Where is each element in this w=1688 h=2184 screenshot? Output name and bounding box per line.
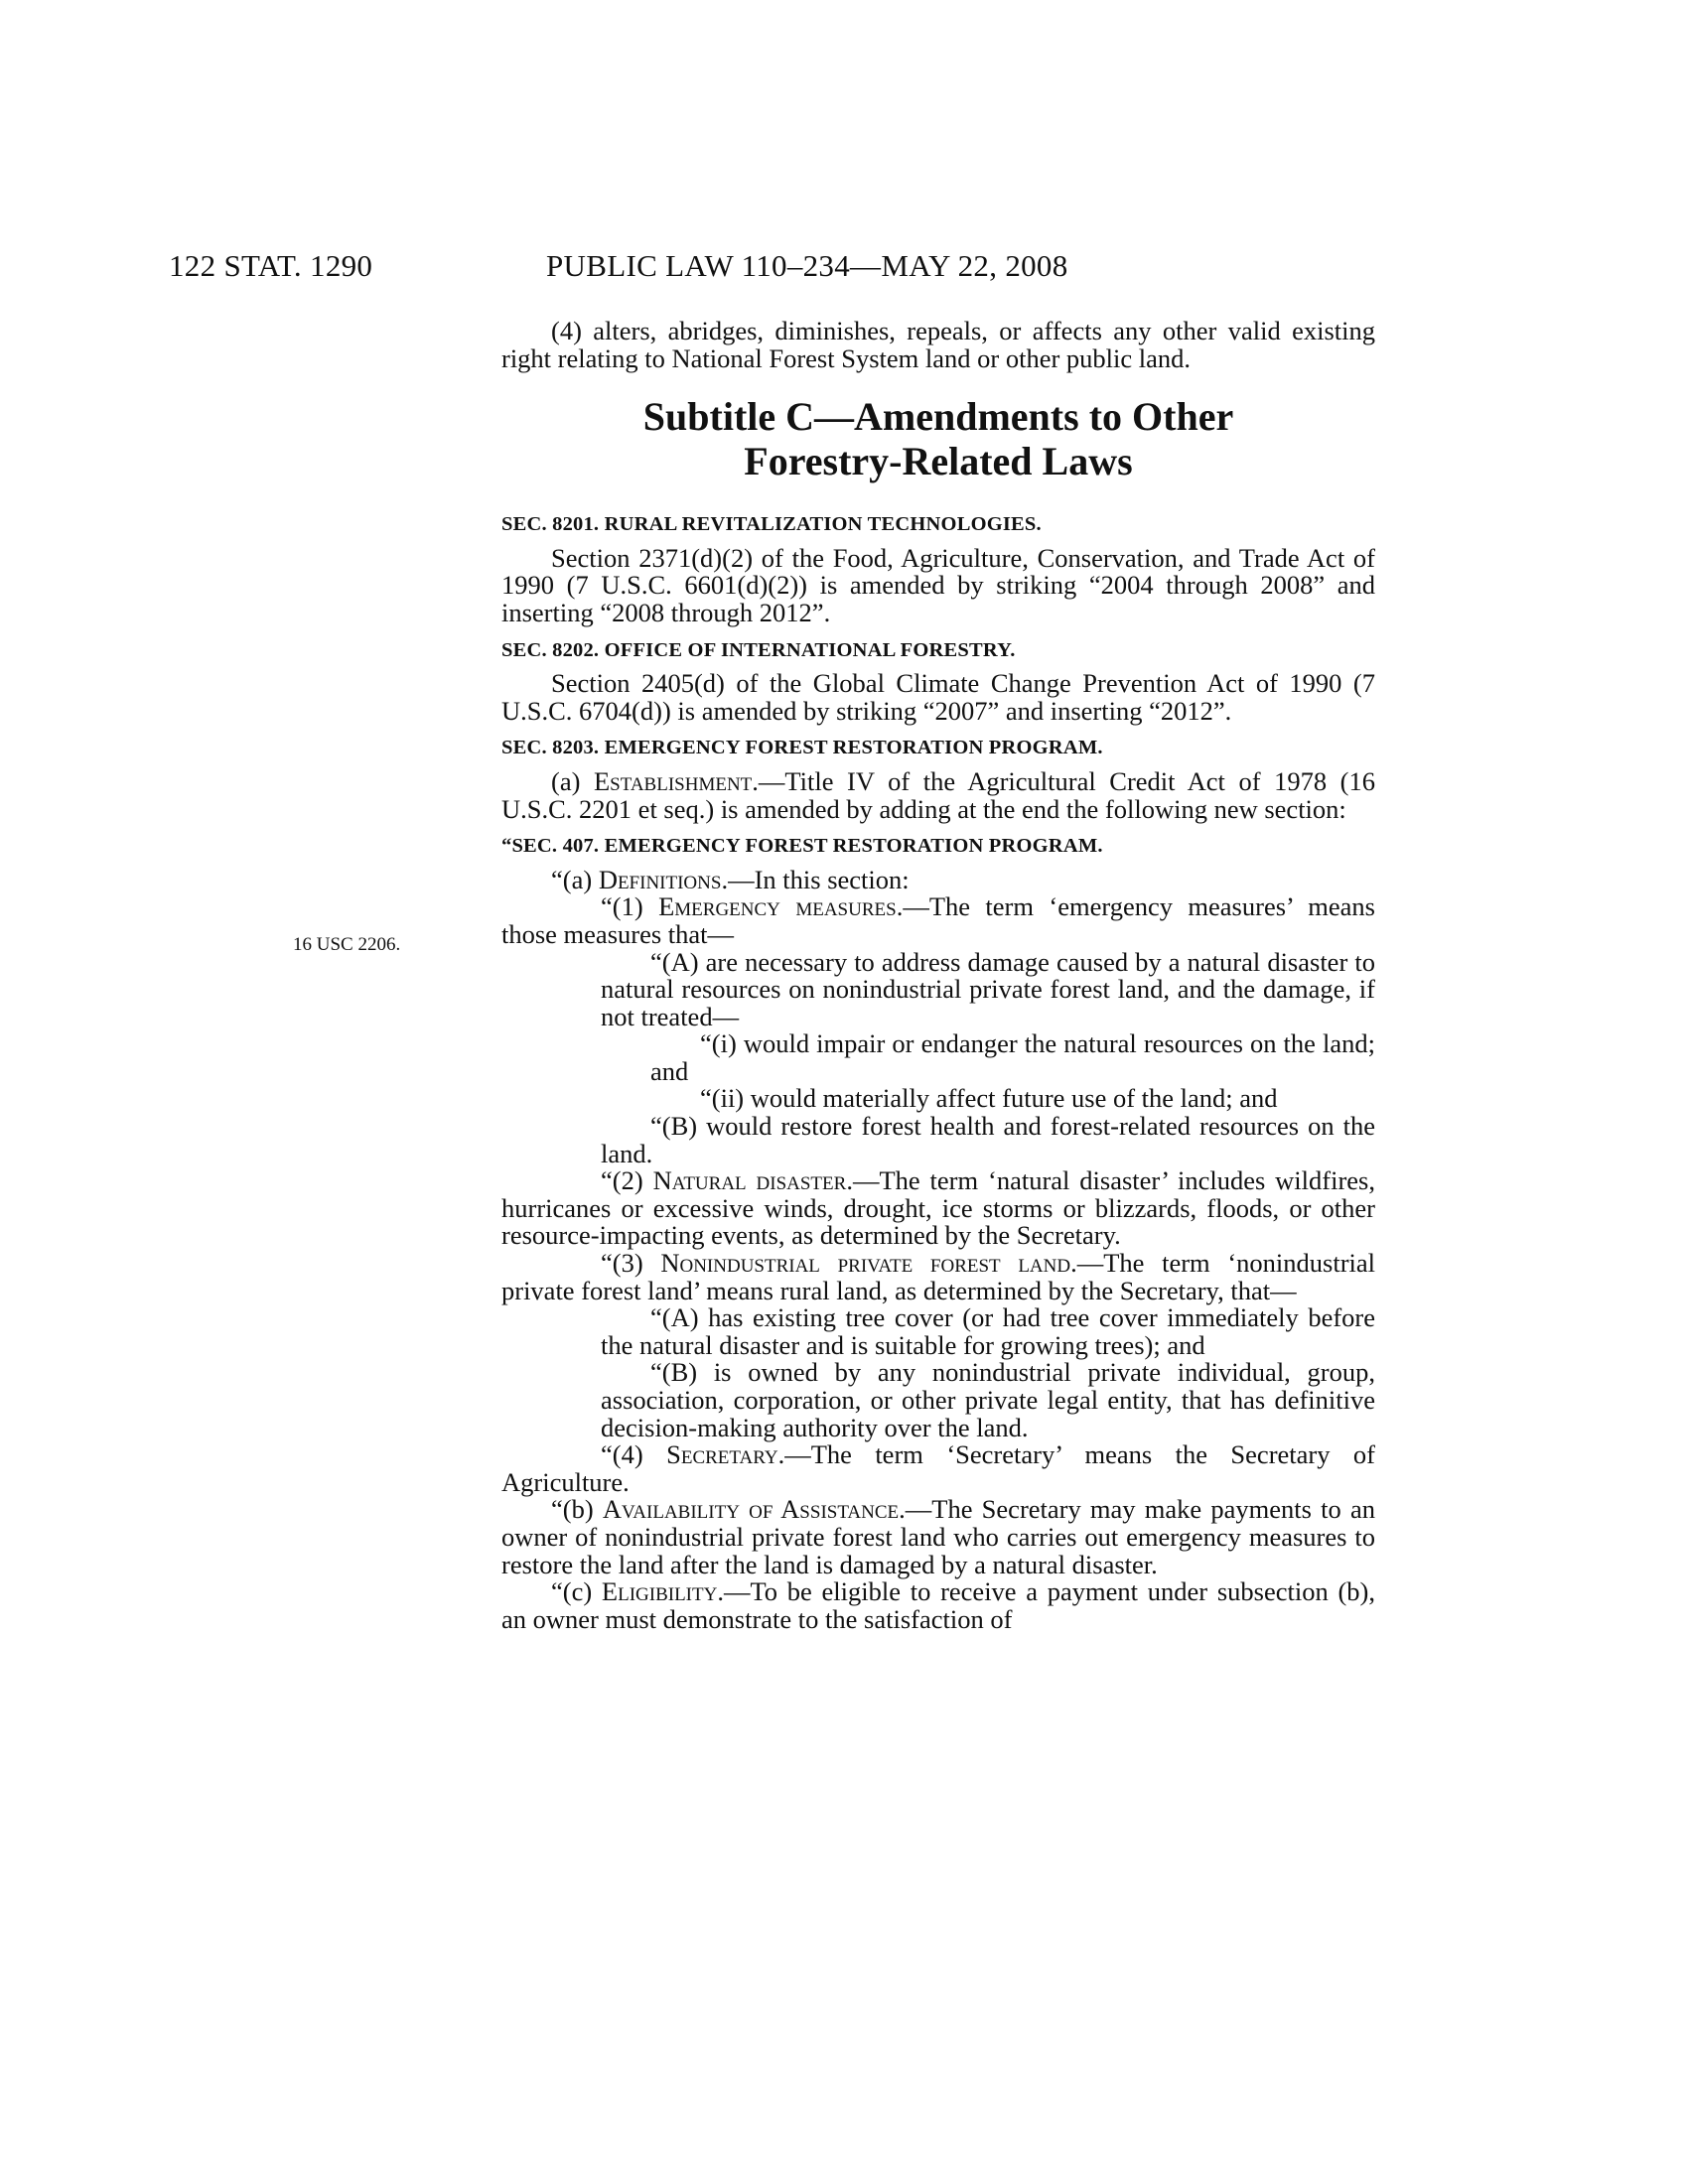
para-term: Emergency measures [658, 891, 897, 922]
para-term: Definitions [598, 864, 722, 894]
subsection-c [501, 1578, 1375, 1633]
para-term: Establishment [593, 765, 753, 796]
section-8201-text: Section 2371(d)(2) of the Food, Agriculture, Conservation, and Trade Act of 1990 (7 U.S.C. 6601(d)(2)) is amended by striking “2004 through 2008” and inserting “2008 through 2012”. [501, 542, 1375, 627]
para-text: .—The term ‘nonindustrial private forest land’ means rural land, as determined by the Secretary, that— [501, 1248, 1376, 1305]
definition-2 [501, 1167, 1375, 1250]
para-text: .—In this section: [721, 864, 910, 894]
para-text: .—Title IV of the Agricultural Credit Act of 1978 (16 U.S.C. 2201 et seq.) is amended by adding at the end the following new section: [501, 765, 1375, 824]
section-8203-heading: SEC. 8203. EMERGENCY FOREST RESTORATION PROGRAM. [501, 737, 1103, 759]
para-term: Natural disaster [652, 1165, 847, 1196]
para-term: Eligibility [601, 1576, 718, 1607]
para-text: .—The Secretary may make payments to an owner of nonindustrial private forest land who carries out emergency measures to restore the land after the land is damaged by a natural disaster. [501, 1494, 1375, 1579]
subsection-a [501, 864, 1375, 894]
para-text: .—The term ‘Secretary’ means the Secretary of Agriculture. [501, 1439, 1375, 1497]
definition-1-A-i: “(i) would impair or endanger the natural resources on the land; and [650, 1028, 1375, 1086]
paragraph-intro: (4) alters, abridges, diminishes, repeals, or affects any other valid existing right relating to National Forest System land or other public land. [501, 316, 1375, 373]
para-prefix: “(3) [601, 1248, 661, 1279]
para-prefix: “(c) [551, 1576, 602, 1607]
section-8202-text: Section 2405(d) of the Global Climate Change Prevention Act of 1990 (7 U.S.C. 6704(d)) is amended by striking “2007” and inserting “2012”. [501, 668, 1375, 726]
section-8203-a [501, 765, 1375, 824]
para-term: Secretary [666, 1439, 778, 1470]
definition-3-A: “(A) has existing tree cover (or had tree cover immediately before the natural disaster and is suitable for growing trees); and [601, 1302, 1375, 1360]
definition-1-A: “(A) are necessary to address damage caused by a natural disaster to natural resources on nonindustrial private forest land, and the damage, if not treated— [601, 946, 1375, 1031]
definition-1-B: “(B) would restore forest health and forest-related resources on the land. [601, 1111, 1375, 1168]
subtitle-line-2: Forestry-Related Laws [744, 439, 1133, 484]
para-text: .—To be eligible to receive a payment under subsection (b), an owner must demonstrate to the satisfaction of [501, 1576, 1375, 1634]
definition-1-A-ii: “(ii) would materially affect future use of the land; and [700, 1083, 1278, 1114]
para-term: Availability of Assistance [602, 1494, 900, 1525]
para-prefix: “(2) [601, 1165, 653, 1196]
para-prefix: “(a) [551, 864, 599, 894]
subtitle-heading [501, 394, 1375, 483]
section-407-heading: “SEC. 407. EMERGENCY FOREST RESTORATION PROGRAM. [501, 835, 1103, 858]
definition-1 [501, 893, 1375, 948]
definition-3-B: “(B) is owned by any nonindustrial private individual, group, association, corporation, or other private legal entity, that has definitive decision-making authority over the land. [601, 1357, 1375, 1442]
running-header: PUBLIC LAW 110–234—MAY 22, 2008 [546, 248, 1068, 283]
definition-3 [501, 1250, 1375, 1304]
para-text: .—The term ‘natural disaster’ includes wildfires, hurricanes or excessive winds, drought, ice storms or blizzards, floods, or other resource-impacting events, as determined by the Secretary. [501, 1165, 1375, 1251]
definition-4 [501, 1441, 1375, 1496]
para-term: Nonindustrial private forest land [660, 1248, 1071, 1279]
para-prefix: (a) [551, 765, 594, 796]
para-prefix: “(1) [601, 891, 659, 922]
subsection-b [501, 1496, 1375, 1578]
document-body [501, 318, 1375, 1633]
para-text: .—The term ‘emergency measures’ means those measures that— [501, 891, 1375, 949]
para-prefix: “(4) [601, 1439, 667, 1470]
para-prefix: “(b) [551, 1494, 603, 1525]
section-8201-heading: SEC. 8201. RURAL REVITALIZATION TECHNOLOGIES. [501, 513, 1042, 536]
margin-note: 16 USC 2206. [293, 934, 401, 955]
page-stat-number: 122 STAT. 1290 [169, 248, 373, 283]
subtitle-line-1: Subtitle C—Amendments to Other [642, 394, 1234, 440]
section-8202-heading: SEC. 8202. OFFICE OF INTERNATIONAL FORESTRY. [501, 638, 1016, 661]
